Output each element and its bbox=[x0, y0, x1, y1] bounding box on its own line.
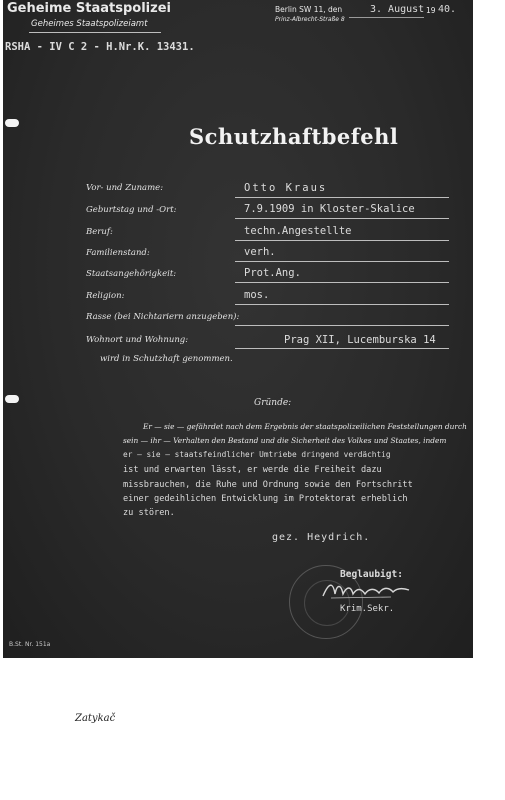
custody-statement: wird in Schutzhaft genommen. bbox=[100, 354, 233, 364]
field-label-residence: Wohnort und Wohnung: bbox=[86, 335, 189, 345]
punch-hole-middle bbox=[5, 395, 19, 403]
reference-number: RSHA - IV C 2 - H.Nr.K. 13431. bbox=[5, 41, 195, 53]
punch-hole-top bbox=[5, 119, 19, 127]
reasons-line-1: Er — sie — gefährdet nach dem Ergebnis der staatspolizeilichen Feststellungen durch bbox=[143, 422, 467, 431]
header-rule bbox=[29, 32, 161, 33]
document-title: Schutzhaftbefehl bbox=[189, 124, 399, 149]
field-rule-religion bbox=[235, 304, 449, 305]
field-rule-birth bbox=[235, 218, 449, 219]
field-rule-race bbox=[235, 325, 449, 326]
field-label-religion: Religion: bbox=[86, 291, 125, 301]
document-scan bbox=[3, 0, 473, 658]
figure-caption: Zatykač bbox=[75, 713, 116, 724]
date-year-prefix: 19 bbox=[426, 6, 436, 15]
reasons-line-7: zu stören. bbox=[123, 508, 175, 518]
field-rule-citizenship bbox=[235, 282, 449, 283]
place-label: Berlin SW 11, den bbox=[275, 5, 343, 14]
reasons-heading: Gründe: bbox=[254, 398, 292, 408]
field-value-marital-status: verh. bbox=[244, 246, 276, 258]
field-value-religion: mos. bbox=[244, 289, 270, 301]
street-label: Prinz-Albrecht-Straße 8 bbox=[275, 16, 345, 23]
reasons-line-4: ist und erwarten lässt, er werde die Freiheit dazu bbox=[123, 465, 382, 475]
field-rule-name bbox=[235, 197, 449, 198]
field-value-birth: 7.9.1909 in Kloster-Skalice bbox=[244, 203, 415, 215]
agency-name: Geheime Staatspolizei bbox=[7, 1, 171, 16]
certifier-title: Krim.Sekr. bbox=[340, 604, 395, 614]
field-rule-marital-status bbox=[235, 261, 449, 262]
reasons-line-5: missbrauchen, die Ruhe und Ordnung sowie den Fortschritt bbox=[123, 480, 413, 490]
field-value-citizenship: Prot.Ang. bbox=[244, 267, 301, 279]
handwritten-signature bbox=[321, 578, 411, 604]
certification-label: Beglaubigt: bbox=[340, 569, 403, 580]
field-label-name: Vor- und Zuname: bbox=[86, 183, 164, 193]
field-label-marital-status: Familienstand: bbox=[86, 248, 150, 258]
field-label-citizenship: Staatsangehörigkeit: bbox=[86, 269, 177, 279]
reasons-line-2: sein — ihr — Verhalten den Bestand und die Sicherheit des Volkes und Staates, indem bbox=[123, 436, 447, 445]
field-label-occupation: Beruf: bbox=[86, 227, 113, 237]
date-day: 3. August bbox=[370, 4, 425, 15]
field-value-residence: Prag XII, Lucemburska 14 bbox=[284, 334, 436, 346]
field-label-race: Rasse (bei Nichtariern anzugeben): bbox=[86, 312, 240, 322]
field-label-birth: Geburtstag und -Ort: bbox=[86, 205, 177, 215]
form-number: B.St. Nr. 151a bbox=[9, 641, 51, 648]
field-rule-residence bbox=[235, 348, 449, 349]
field-value-occupation: techn.Angestellte bbox=[244, 225, 352, 237]
date-underline bbox=[349, 17, 424, 18]
field-rule-occupation bbox=[235, 240, 449, 241]
office-name: Geheimes Staatspolizeiamt bbox=[31, 19, 148, 29]
reasons-line-3: er — sie — staatsfeindlicher Umtriebe dringend verdächtig bbox=[123, 450, 391, 459]
date-year: 40. bbox=[438, 4, 457, 15]
reasons-line-6: einer gedeihlichen Entwicklung im Protektorat erheblich bbox=[123, 494, 408, 504]
field-value-name: Otto Kraus bbox=[244, 182, 328, 194]
signed-by: gez. Heydrich. bbox=[272, 532, 371, 543]
